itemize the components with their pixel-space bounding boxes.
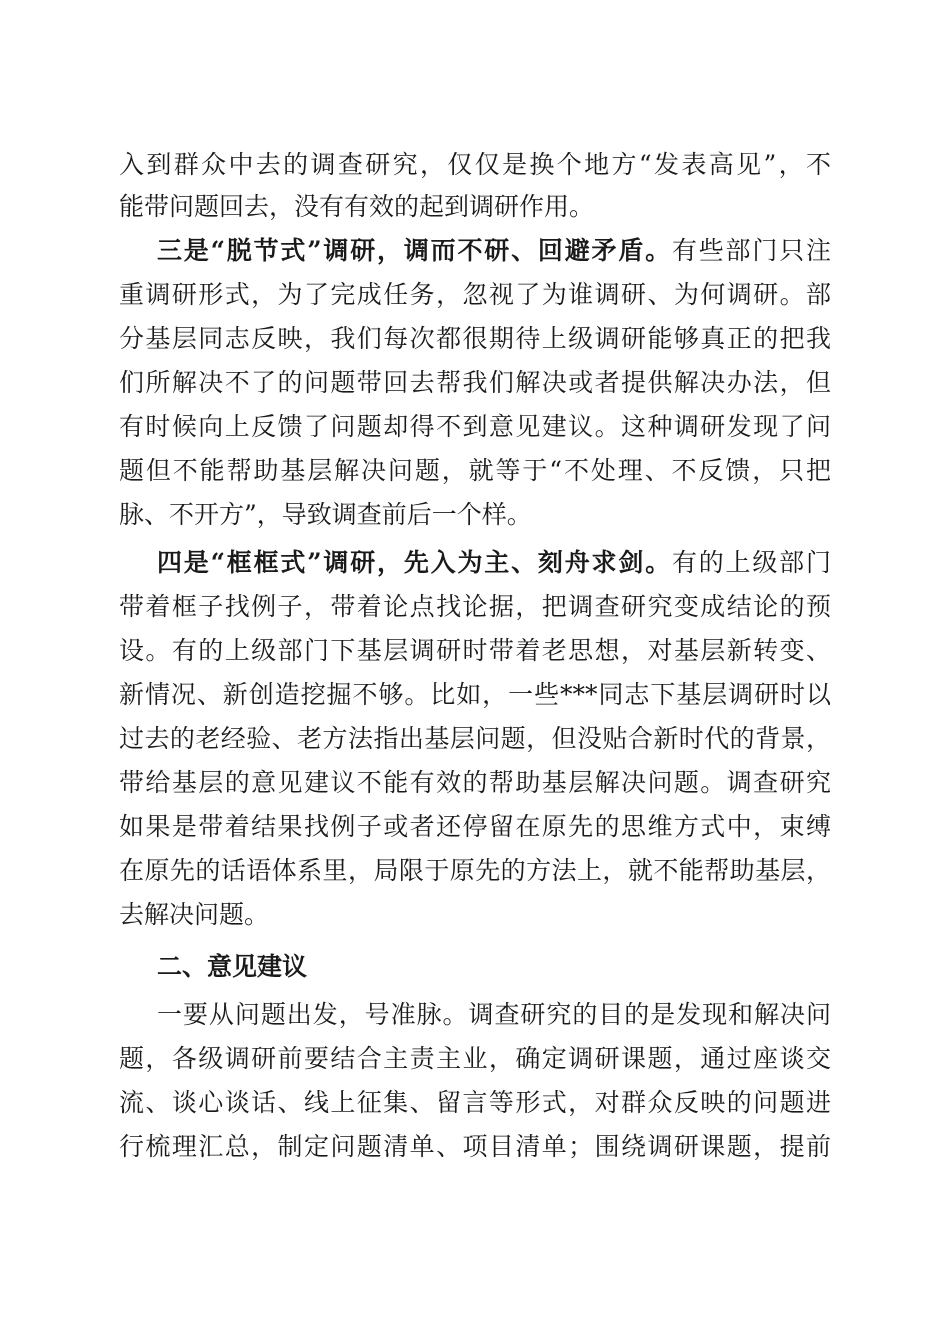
text-line: 流、谈心谈话、线上征集、留言等形式，对群众反映的问题进: [119, 1088, 831, 1117]
point-4-lead: 四是“框框式”调研，先入为主、刻舟求剑。: [157, 548, 672, 577]
text-line: 有的上级部门: [671, 548, 831, 577]
point-3-lead: 三是“脱节式”调研，调而不研、回避矛盾。: [157, 236, 672, 265]
text-line: 题，各级调研前要结合主责主业，确定调研课题，通过座谈交: [119, 1044, 831, 1073]
text-line: 带给基层的意见建议不能有效的帮助基层解决问题。调查研究: [119, 768, 831, 797]
text-line: 过去的老经验、老方法指出基层问题，但没贴合新时代的背景，: [119, 724, 831, 753]
section-heading: 二、意见建议: [157, 952, 308, 981]
paragraph-point-4-first-line: [157, 543, 831, 583]
text-line: 新情况、新创造挖掘不够。比如，一些***同志下基层调研时以: [119, 680, 831, 709]
text-line: 设。有的上级部门下基层调研时带着老思想，对基层新转变、: [119, 636, 831, 665]
text-line: 重调研形式，为了完成任务，忽视了为谁调研、为何调研。部: [119, 280, 831, 309]
text-line: 一要从问题出发，号准脉。调查研究的目的是发现和解决问: [157, 1000, 831, 1029]
text-line: 如果是带着结果找例子或者还停留在原先的思维方式中，束缚: [119, 812, 831, 841]
paragraph-point-3-first-line: [157, 231, 831, 271]
text-line: 行梳理汇总，制定问题清单、项目清单；围绕调研课题，提前: [119, 1132, 831, 1161]
text-line: 题但不能帮助基层解决问题，就等于“不处理、不反馈，只把: [119, 456, 831, 485]
text-line: 们所解决不了的问题带回去帮我们解决或者提供解决办法，但: [119, 368, 831, 397]
text-line: 分基层同志反映，我们每次都很期待上级调研能够真正的把我: [119, 324, 831, 353]
text-line: 能带问题回去，没有有效的起到调研作用。: [119, 192, 595, 221]
text-line: 有些部门只注: [671, 236, 831, 265]
text-line: 在原先的话语体系里，局限于原先的方法上，就不能帮助基层，: [119, 856, 831, 885]
text-line: 入到群众中去的调查研究，仅仅是换个地方“发表高见”，不: [119, 150, 831, 179]
text-line: 脉、不开方”，导致调查前后一个样。: [119, 500, 532, 529]
text-line: 带着框子找例子，带着论点找论据，把调查研究变成结论的预: [119, 592, 831, 621]
text-line: 去解决问题。: [119, 900, 270, 929]
text-line: 有时候向上反馈了问题却得不到意见建议。这种调研发现了问: [119, 412, 831, 441]
